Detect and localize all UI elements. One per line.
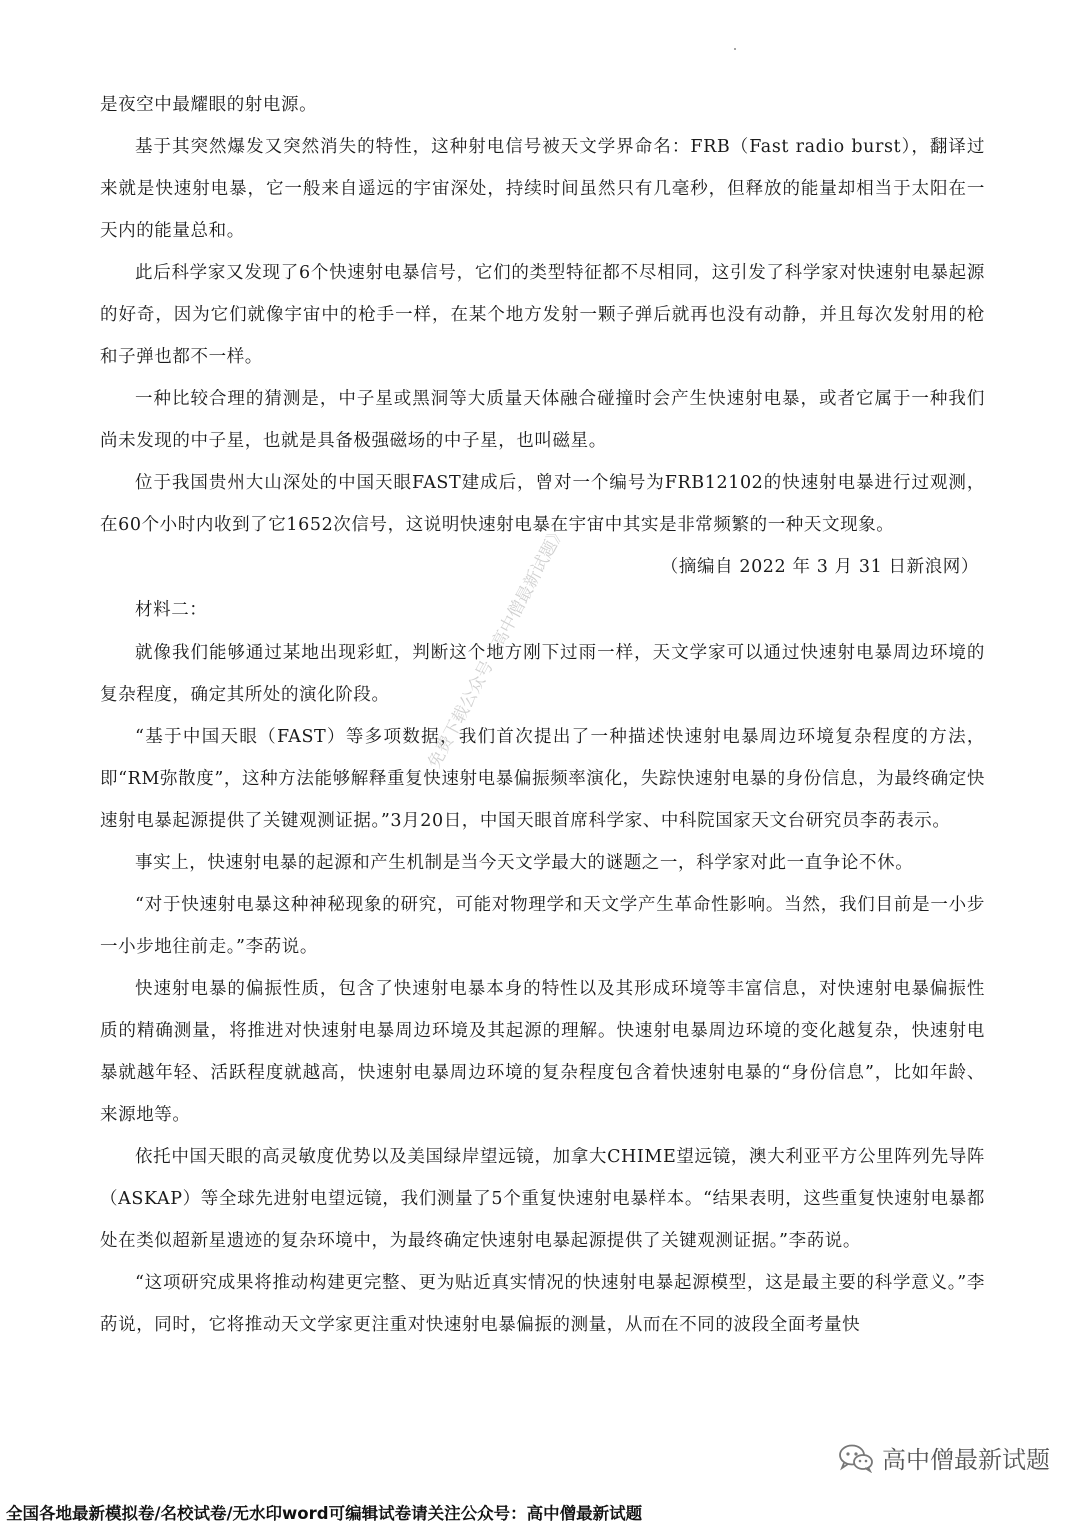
brand-mark bbox=[838, 1440, 1050, 1475]
watermark-text: 免费下载公众号《高中僧最新试题》 bbox=[424, 522, 570, 772]
footer-notice: 全国各地最新模拟卷/名校试卷/无水印word可编辑试卷请关注公众号：高中僧最新试题 bbox=[6, 1504, 643, 1523]
paragraph-continuation: 是夜空中最耀眼的射电源。 bbox=[100, 95, 318, 115]
paragraph-fast-observation: 位于我国贵州大山深处的中国天眼FAST建成后，曾对一个编号为FRB12102的快速射电暴进行过观测，在60个小时内收到了它1652次信号，这说明快速射电暴在宇宙中其实是非常频繁的一种天文现象。 bbox=[100, 473, 985, 535]
wechat-icon bbox=[838, 1443, 874, 1473]
scan-dot bbox=[734, 48, 736, 50]
paragraph-neutron-star-guess: 一种比较合理的猜测是，中子星或黑洞等大质量天体融合碰撞时会产生快速射电暴，或者它属于一种我们尚未发现的中子星，也就是具备极强磁场的中子星，也叫磁星。 bbox=[100, 389, 985, 451]
paragraph-revolutionary-impact: “对于快速射电暴这种神秘现象的研究，可能对物理学和天文学产生革命性影响。当然，我们目前是一小步一小步地往前走。”李菂说。 bbox=[100, 895, 985, 957]
paragraph-telescopes: 依托中国天眼的高灵敏度优势以及美国绿岸望远镜，加拿大CHIME望远镜，澳大利亚平方公里阵列先导阵（ASKAP）等全球先进射电望远镜，我们测量了5个重复快速射电暴样本。“结果表明，这些重复快速射电暴都处在类似超新星遗迹的复杂环境中，为最终确定快速射电暴起源提供了关键观测证据。”李菂说。 bbox=[100, 1147, 985, 1251]
paragraph-six-signals: 此后科学家又发现了6个快速射电暴信号，它们的类型特征都不尽相同，这引发了科学家对快速射电暴起源的好奇，因为它们就像宇宙中的枪手一样，在某个地方发射一颗子弹后就再也没有动静，并且每次发射用的枪和子弹也都不一样。 bbox=[100, 263, 985, 367]
paragraph-significance: “这项研究成果将推动构建更完整、更为贴近真实情况的快速射电暴起源模型，这是最主要的科学意义。”李菂说，同时，它将推动天文学家更注重对快速射电暴偏振的测量，从而在不同的波段全面考量快 bbox=[100, 1273, 985, 1335]
paragraph-frb-definition: 基于其突然爆发又突然消失的特性，这种射电信号被天文学界命名：FRB（Fast radio burst），翻译过来就是快速射电暴，它一般来自遥远的宇宙深处，持续时间虽然只有几毫秒，但释放的能量却相当于太阳在一天内的能量总和。 bbox=[100, 137, 985, 241]
paragraph-rm-dispersion: “基于中国天眼（FAST）等多项数据，我们首次提出了一种描述快速射电暴周边环境复杂程度的方法，即“RM弥散度”，这种方法能够解释重复快速射电暴偏振频率演化，失踪快速射电暴的身份信息，为最终确定快速射电暴起源提供了关键观测证据。”3月20日，中国天眼首席科学家、中科院国家天文台研究员李菂表示。 bbox=[100, 727, 985, 831]
document-body bbox=[100, 84, 985, 1346]
paragraph-polarization: 快速射电暴的偏振性质，包含了快速射电暴本身的特性以及其形成环境等丰富信息，对快速射电暴偏振性质的精确测量，将推进对快速射电暴周边环境及其起源的理解。快速射电暴周边环境的变化越复杂，快速射电暴就越年轻、活跃程度就越高，快速射电暴周边环境的复杂程度包含着快速射电暴的“身份信息”，比如年龄、来源地等。 bbox=[100, 979, 985, 1125]
source-citation: （摘编自 2022 年 3 月 31 日新浪网） bbox=[660, 557, 979, 577]
paragraph-origin-mystery: 事实上，快速射电暴的起源和产生机制是当今天文学最大的谜题之一，科学家对此一直争论不休。 bbox=[135, 853, 914, 873]
brand-name: 高中僧最新试题 bbox=[882, 1446, 1050, 1474]
paragraph-rainbow-analogy: 就像我们能够通过某地出现彩虹，判断这个地方刚下过雨一样，天文学家可以通过快速射电暴周边环境的复杂程度，确定其所处的演化阶段。 bbox=[100, 643, 985, 705]
material-two-heading: 材料二： bbox=[135, 600, 208, 620]
